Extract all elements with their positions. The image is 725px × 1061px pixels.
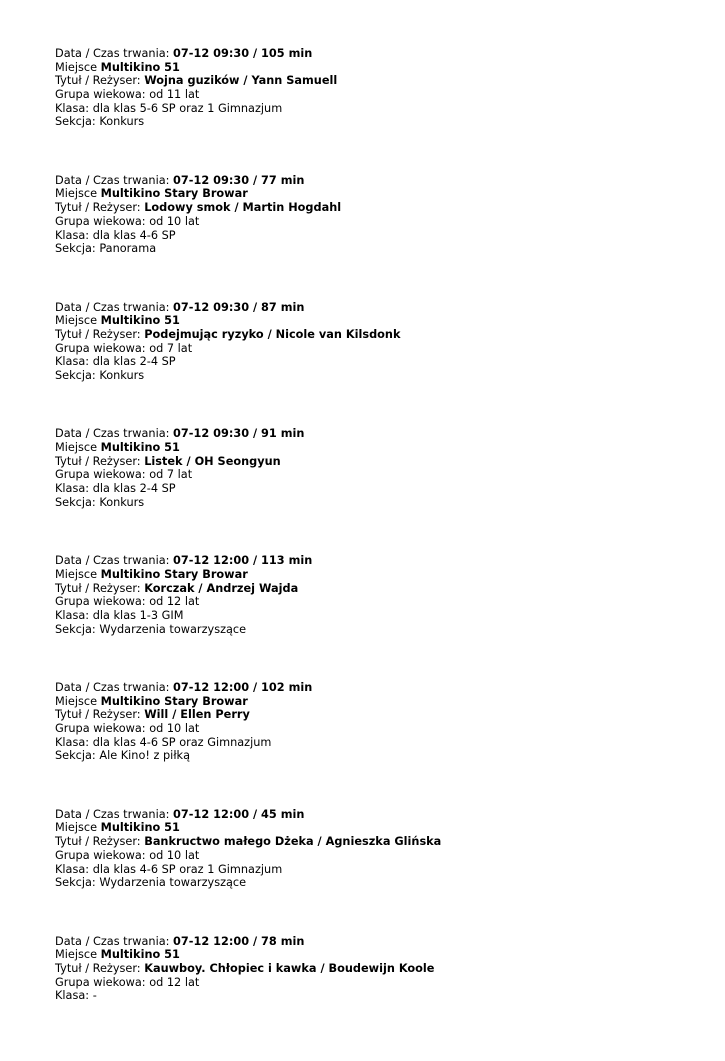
age-group-value: od 12 lat xyxy=(149,595,200,609)
section-value: Panorama xyxy=(99,242,157,256)
place-line xyxy=(55,695,715,709)
date-duration-value: 07-12 12:00 / 102 min xyxy=(173,680,313,694)
place-label: Miejsce xyxy=(55,60,101,74)
date-duration-label: Data / Czas trwania: xyxy=(55,427,174,441)
age-group-value: od 10 lat xyxy=(149,722,200,736)
title-director-value: Kauwboy. Chłopiec i kawka / Boudewijn Koole xyxy=(144,961,435,975)
place-line xyxy=(55,821,715,835)
class-line xyxy=(55,102,715,116)
place-value: Multikino 51 xyxy=(100,60,180,74)
title-director-line xyxy=(55,74,715,88)
age-group-value: od 10 lat xyxy=(149,848,200,862)
age-group-line xyxy=(55,722,715,736)
class-label: Klasa: xyxy=(55,355,93,369)
title-director-line xyxy=(55,835,715,849)
age-group-label: Grupa wiekowa: xyxy=(55,341,150,355)
screening-entry xyxy=(55,808,715,935)
age-group-line xyxy=(55,468,715,482)
date-duration-value: 07-12 09:30 / 87 min xyxy=(173,300,305,314)
place-line xyxy=(55,187,715,201)
place-value: Multikino 51 xyxy=(100,314,180,328)
section-label: Sekcja: xyxy=(55,369,100,383)
section-value: Konkurs xyxy=(99,369,145,383)
section-value: Konkurs xyxy=(99,115,145,129)
section-label: Sekcja: xyxy=(55,749,100,763)
class-label: Klasa: xyxy=(55,989,93,1003)
date-duration-value: 07-12 12:00 / 113 min xyxy=(173,554,313,568)
title-director-label: Tytuł / Reżyser: xyxy=(55,74,145,88)
place-label: Miejsce xyxy=(55,441,101,455)
place-value: Multikino 51 xyxy=(100,821,180,835)
section-label: Sekcja: xyxy=(55,876,100,890)
date-duration-value: 07-12 09:30 / 91 min xyxy=(173,427,305,441)
class-value: dla klas 4-6 SP xyxy=(92,228,176,242)
section-line xyxy=(55,369,715,383)
date-duration-line xyxy=(55,681,715,695)
age-group-line xyxy=(55,215,715,229)
date-duration-value: 07-12 09:30 / 105 min xyxy=(173,47,313,60)
class-value: dla klas 4-6 SP oraz Gimnazjum xyxy=(92,735,272,749)
age-group-line xyxy=(55,976,715,990)
class-value: dla klas 2-4 SP xyxy=(92,482,176,496)
class-line xyxy=(55,355,715,369)
class-label: Klasa: xyxy=(55,735,93,749)
screening-list xyxy=(55,47,715,1061)
place-value: Multikino Stary Browar xyxy=(100,187,248,201)
section-label: Sekcja: xyxy=(55,115,100,129)
class-line xyxy=(55,989,715,1003)
place-line xyxy=(55,441,715,455)
section-label: Sekcja: xyxy=(55,495,100,509)
title-director-value: Lodowy smok / Martin Hogdahl xyxy=(144,201,342,215)
place-line xyxy=(55,314,715,328)
section-line xyxy=(55,115,715,129)
title-director-label: Tytuł / Reżyser: xyxy=(55,581,145,595)
screening-entry xyxy=(55,174,715,301)
class-line xyxy=(55,229,715,243)
age-group-label: Grupa wiekowa: xyxy=(55,848,150,862)
title-director-value: Bankructwo małego Dżeka / Agnieszka Glińska xyxy=(144,835,442,849)
place-label: Miejsce xyxy=(55,694,101,708)
age-group-line xyxy=(55,595,715,609)
place-label: Miejsce xyxy=(55,187,101,201)
class-label: Klasa: xyxy=(55,228,93,242)
class-value: dla klas 5-6 SP oraz 1 Gimnazjum xyxy=(92,101,283,115)
age-group-label: Grupa wiekowa: xyxy=(55,722,150,736)
section-label: Sekcja: xyxy=(55,622,100,636)
title-director-label: Tytuł / Reżyser: xyxy=(55,835,145,849)
class-label: Klasa: xyxy=(55,101,93,115)
class-label: Klasa: xyxy=(55,862,93,876)
place-label: Miejsce xyxy=(55,821,101,835)
title-director-value: Listek / OH Seongyun xyxy=(144,454,281,468)
title-director-label: Tytuł / Reżyser: xyxy=(55,961,145,975)
title-director-value: Wojna guzików / Yann Samuell xyxy=(144,74,338,88)
place-line xyxy=(55,948,715,962)
place-value: Multikino 51 xyxy=(100,441,180,455)
date-duration-line xyxy=(55,301,715,315)
age-group-value: od 7 lat xyxy=(149,468,193,482)
age-group-value: od 10 lat xyxy=(149,214,200,228)
title-director-line xyxy=(55,455,715,469)
age-group-label: Grupa wiekowa: xyxy=(55,975,150,989)
place-label: Miejsce xyxy=(55,314,101,328)
date-duration-line xyxy=(55,554,715,568)
date-duration-line xyxy=(55,427,715,441)
class-line xyxy=(55,736,715,750)
date-duration-label: Data / Czas trwania: xyxy=(55,173,174,187)
age-group-label: Grupa wiekowa: xyxy=(55,468,150,482)
place-value: Multikino 51 xyxy=(100,948,180,962)
screening-entry xyxy=(55,935,715,1061)
class-value: dla klas 4-6 SP oraz 1 Gimnazjum xyxy=(92,862,283,876)
date-duration-label: Data / Czas trwania: xyxy=(55,300,174,314)
class-line xyxy=(55,482,715,496)
section-label: Sekcja: xyxy=(55,242,100,256)
class-label: Klasa: xyxy=(55,608,93,622)
title-director-value: Will / Ellen Perry xyxy=(144,708,250,722)
age-group-value: od 7 lat xyxy=(149,341,193,355)
section-line xyxy=(55,496,715,510)
title-director-value: Podejmując ryzyko / Nicole van Kilsdonk xyxy=(144,327,401,341)
class-label: Klasa: xyxy=(55,482,93,496)
section-line xyxy=(55,623,715,637)
date-duration-label: Data / Czas trwania: xyxy=(55,554,174,568)
date-duration-label: Data / Czas trwania: xyxy=(55,934,174,948)
date-duration-label: Data / Czas trwania: xyxy=(55,680,174,694)
section-value: Wydarzenia towarzyszące xyxy=(99,622,247,636)
screening-entry xyxy=(55,681,715,808)
screening-entry xyxy=(55,47,715,174)
title-director-value: Korczak / Andrzej Wajda xyxy=(144,581,299,595)
date-duration-value: 07-12 09:30 / 77 min xyxy=(173,173,305,187)
class-line xyxy=(55,609,715,623)
title-director-label: Tytuł / Reżyser: xyxy=(55,327,145,341)
place-label: Miejsce xyxy=(55,948,101,962)
age-group-line xyxy=(55,849,715,863)
place-line xyxy=(55,61,715,75)
section-line xyxy=(55,876,715,890)
class-value: dla klas 1-3 GIM xyxy=(92,608,184,622)
place-line xyxy=(55,568,715,582)
title-director-label: Tytuł / Reżyser: xyxy=(55,201,145,215)
title-director-line xyxy=(55,582,715,596)
section-line xyxy=(55,749,715,763)
class-line xyxy=(55,863,715,877)
section-value: Wydarzenia towarzyszące xyxy=(99,876,247,890)
class-value: dla klas 2-4 SP xyxy=(92,355,176,369)
age-group-line xyxy=(55,342,715,356)
title-director-line xyxy=(55,708,715,722)
screening-entry xyxy=(55,427,715,554)
date-duration-line xyxy=(55,935,715,949)
date-duration-value: 07-12 12:00 / 78 min xyxy=(173,934,305,948)
section-value: Ale Kino! z piłką xyxy=(99,749,190,763)
screening-entry xyxy=(55,301,715,428)
screening-entry xyxy=(55,554,715,681)
age-group-label: Grupa wiekowa: xyxy=(55,214,150,228)
place-label: Miejsce xyxy=(55,567,101,581)
date-duration-label: Data / Czas trwania: xyxy=(55,47,174,60)
date-duration-line xyxy=(55,47,715,61)
section-value: Konkurs xyxy=(99,495,145,509)
title-director-label: Tytuł / Reżyser: xyxy=(55,708,145,722)
age-group-label: Grupa wiekowa: xyxy=(55,595,150,609)
title-director-line xyxy=(55,962,715,976)
date-duration-value: 07-12 12:00 / 45 min xyxy=(173,807,305,821)
title-director-line xyxy=(55,201,715,215)
title-director-line xyxy=(55,328,715,342)
class-value: - xyxy=(92,989,97,1003)
place-value: Multikino Stary Browar xyxy=(100,567,248,581)
section-line xyxy=(55,242,715,256)
date-duration-label: Data / Czas trwania: xyxy=(55,807,174,821)
date-duration-line xyxy=(55,808,715,822)
age-group-value: od 12 lat xyxy=(149,975,200,989)
place-value: Multikino Stary Browar xyxy=(100,694,248,708)
title-director-label: Tytuł / Reżyser: xyxy=(55,454,145,468)
date-duration-line xyxy=(55,174,715,188)
age-group-line xyxy=(55,88,715,102)
age-group-value: od 11 lat xyxy=(149,88,200,102)
age-group-label: Grupa wiekowa: xyxy=(55,88,150,102)
